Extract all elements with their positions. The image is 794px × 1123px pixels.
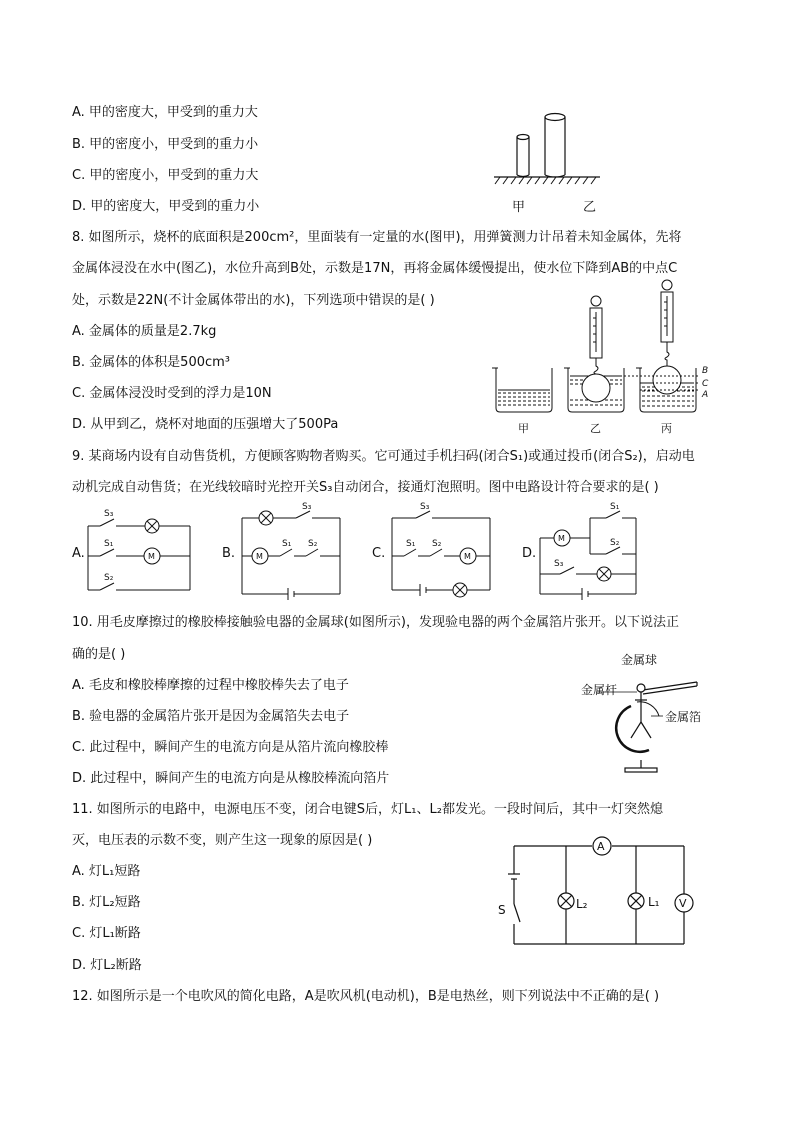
q7-option-d: D. 甲的密度大，甲受到的重力小 <box>72 199 260 214</box>
q9c-s1-label: S₁ <box>406 539 416 549</box>
q9-choice-d: D. <box>522 546 537 561</box>
q10-label-rod: 金属杆 <box>581 683 618 697</box>
q10-option-d: D. 此过程中，瞬间产生的电流方向是从橡胶棒流向箔片 <box>72 771 390 786</box>
q8-level-c: C <box>702 379 709 389</box>
q9a-s1-label: S₁ <box>104 539 114 549</box>
q9-choice-b: B. <box>222 546 236 561</box>
q9-choice-a: A. <box>72 546 85 561</box>
q10-stem-line-1: 10. 用毛皮摩擦过的橡胶棒接触验电器的金属球(如图所示)，发现验电器的两个金属箔片张开。以下说法正 <box>72 615 679 630</box>
q11-option-d: D. 灯L₂断路 <box>72 958 142 973</box>
q7-option-c: C. 甲的密度小，甲受到的重力大 <box>72 168 259 183</box>
q9d-lamp-icon <box>597 567 611 581</box>
q9b-s1-label: S₁ <box>282 539 292 549</box>
q8-stem-line-3: 处，示数是22N(不计金属体带出的水)，下列选项中错误的是( ) <box>72 293 435 308</box>
q9a-m-label: M <box>148 552 155 561</box>
q8-level-b: B <box>702 366 709 376</box>
q8-option-d: D. 从甲到乙，烧杯对地面的压强增大了500Pa <box>72 417 339 432</box>
q9a-s3-label: S₃ <box>104 509 114 519</box>
q9d-m-label: M <box>558 534 565 543</box>
q9a-lamp-icon <box>145 519 159 533</box>
q11-voltmeter-label: V <box>679 897 687 910</box>
q9-stem-line-1: 9. 某商场内设有自动售货机，方便顾客购物者购买。它可通过手机扫码(闭合S₁)或通过投币(闭合S₂)，启动电 <box>72 449 695 464</box>
q7-cylinders-figure <box>490 105 610 215</box>
q10-label-foil: 金属箔 <box>665 710 702 724</box>
q11-stem-line-1: 11. 如图所示的电路中，电源电压不变，闭合电键S后，灯L₁、L₂都发光。一段时间后，其中一灯突然熄 <box>72 802 663 817</box>
q9c-m-label: M <box>464 552 471 561</box>
q10-option-b: B. 验电器的金属箔片张开是因为金属箔失去电子 <box>72 709 350 724</box>
q12-stem-line-1: 12. 如图所示是一个电吹风的简化电路，A是吹风机(电动机)，B是电热丝，则下列说法中不正确的是( ) <box>72 989 660 1004</box>
q11-circuit-figure <box>494 834 704 954</box>
q9b-lamp-icon <box>259 511 273 525</box>
q8-label-bing: 丙 <box>661 422 672 435</box>
q11-option-b: B. 灯L₂短路 <box>72 895 141 910</box>
q9b-s3-label: S₃ <box>302 502 312 512</box>
q9b-m-label: M <box>256 552 263 561</box>
q10-option-c: C. 此过程中，瞬间产生的电流方向是从箔片流向橡胶棒 <box>72 740 389 755</box>
q11-l1-label: L₁ <box>648 895 660 909</box>
q11-l2-label: L₂ <box>576 897 588 911</box>
q11-option-a: A. 灯L₁短路 <box>72 864 141 879</box>
q10-label-ball: 金属球 <box>621 653 658 667</box>
q9a-s2-label: S₂ <box>104 573 114 583</box>
q8-level-a: A <box>702 390 709 400</box>
q9-stem-line-2: 动机完成自动售货；在光线较暗时光控开关S₃自动闭合，接通灯泡照明。图中电路设计符合要求的是( ) <box>72 480 659 495</box>
q9c-lamp-icon <box>453 583 467 597</box>
q7-label-yi: 乙 <box>583 200 597 215</box>
q11-ammeter-label: A <box>597 840 605 853</box>
q8-stem-line-2: 金属体浸没在水中(图乙)，水位升高到B处，示数是17N，再将金属体缓慢提出，使水位下降到AB的中点C <box>72 261 678 276</box>
q8-label-jia: 甲 <box>518 422 529 435</box>
q9d-s2-label: S₂ <box>610 538 620 548</box>
q9c-s3-label: S₃ <box>420 502 430 512</box>
q11-option-c: C. 灯L₁断路 <box>72 926 141 941</box>
q8-stem-line-1: 8. 如图所示，烧杯的底面积是200cm²，里面装有一定量的水(图甲)，用弹簧测力计吊着未知金属体，先将 <box>72 230 682 245</box>
q9-choice-c: C. <box>372 546 386 561</box>
q8-option-b: B. 金属体的体积是500cm³ <box>72 355 231 370</box>
q10-option-a: A. 毛皮和橡胶棒摩擦的过程中橡胶棒失去了电子 <box>72 678 349 693</box>
q9b-s2-label: S₂ <box>308 539 318 549</box>
q11-switch-label: S <box>498 903 506 917</box>
q9d-s3-label: S₃ <box>554 559 564 569</box>
q8-label-yi: 乙 <box>590 422 601 435</box>
q8-option-c: C. 金属体浸没时受到的浮力是10N <box>72 386 272 401</box>
q11-stem-line-2: 灭，电压表的示数不变，则产生这一现象的原因是( ) <box>72 833 373 848</box>
q7-label-jia: 甲 <box>512 200 526 215</box>
q8-option-a: A. 金属体的质量是2.7kg <box>72 324 217 339</box>
q10-stem-line-2: 确的是( ) <box>72 647 126 662</box>
q7-option-a: A. 甲的密度大，甲受到的重力大 <box>72 105 258 120</box>
q9-circuits-figure <box>70 504 710 600</box>
q7-option-b: B. 甲的密度小，甲受到的重力小 <box>72 137 259 152</box>
q8-beakers-figure <box>490 280 720 440</box>
q10-electroscope-figure <box>575 650 725 780</box>
q9c-s2-label: S₂ <box>432 539 442 549</box>
q9d-s1-label: S₁ <box>610 502 620 512</box>
